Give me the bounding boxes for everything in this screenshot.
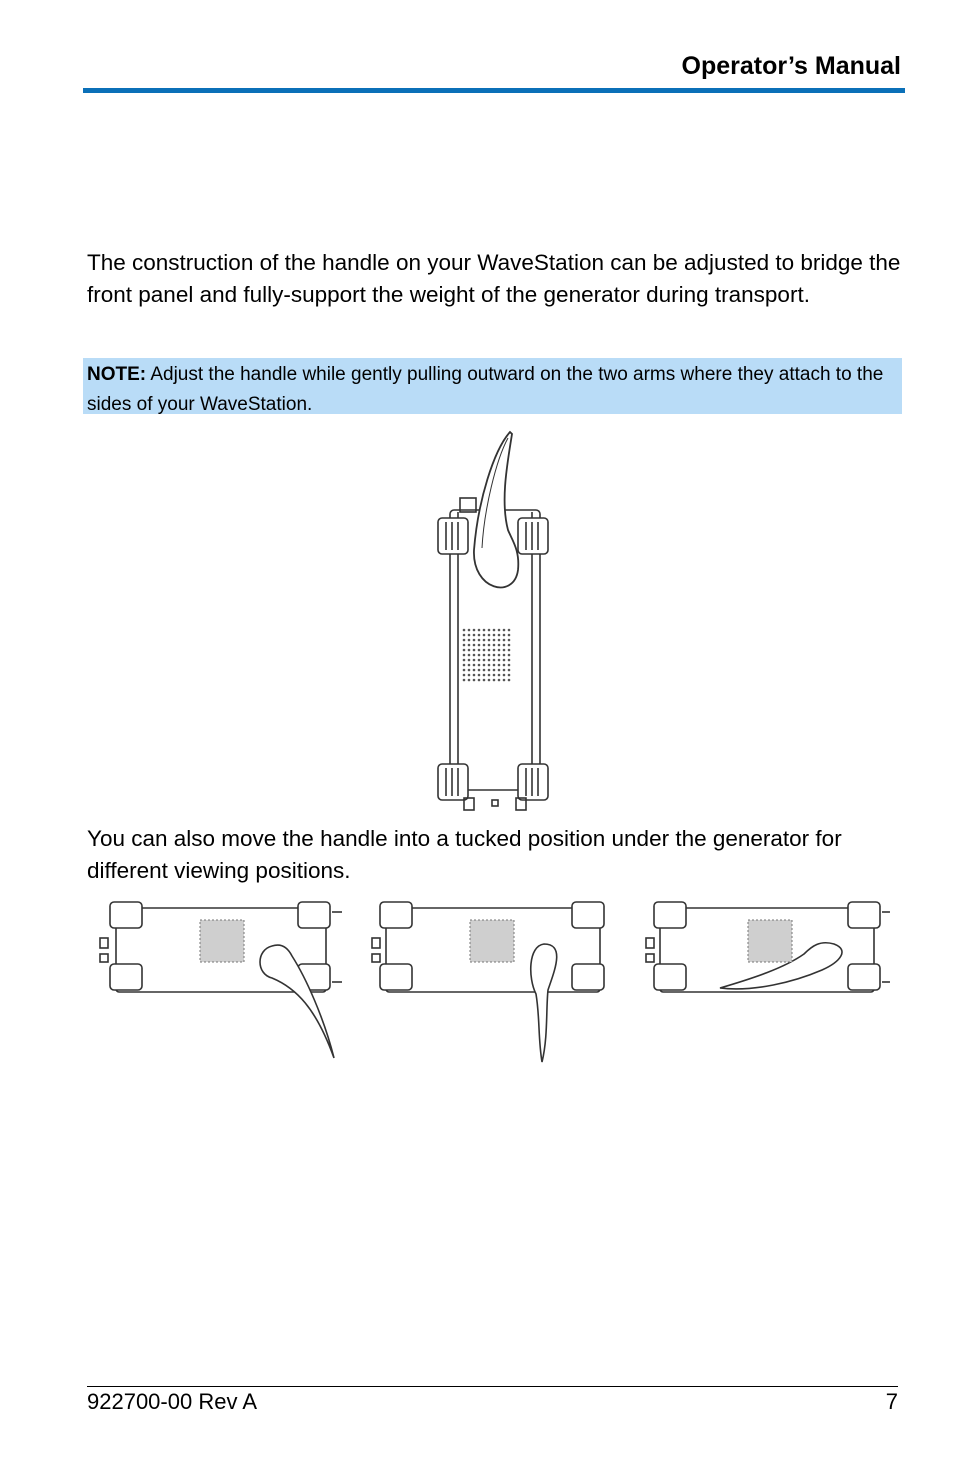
footer-doc-number: 922700-00 Rev A (87, 1389, 258, 1414)
generator-handle-carry-illustration (434, 430, 556, 814)
page-header-title: Operator’s Manual (681, 52, 901, 80)
generator-handle-down-illustration (370, 898, 618, 1066)
note-label: NOTE: (87, 364, 147, 385)
note-box (83, 358, 902, 414)
note-text: Adjust the handle while gently pulling outward on the two arms where they attach to the sides of your WaveStation. (87, 364, 884, 415)
footer-rule (87, 1386, 898, 1387)
generator-handle-tucked-illustration (644, 898, 896, 1010)
paragraph-tucked-position: You can also move the handle into a tucked position under the generator for different viewing positions. (87, 826, 842, 883)
header-rule (83, 88, 905, 93)
footer-page-number: 7 (885, 1389, 898, 1414)
generator-handle-tilted-illustration (96, 898, 348, 1066)
paragraph-handle-construction: The construction of the handle on your WaveStation can be adjusted to bridge the front panel and fully-support the weight of the generator during transport. (87, 250, 901, 307)
